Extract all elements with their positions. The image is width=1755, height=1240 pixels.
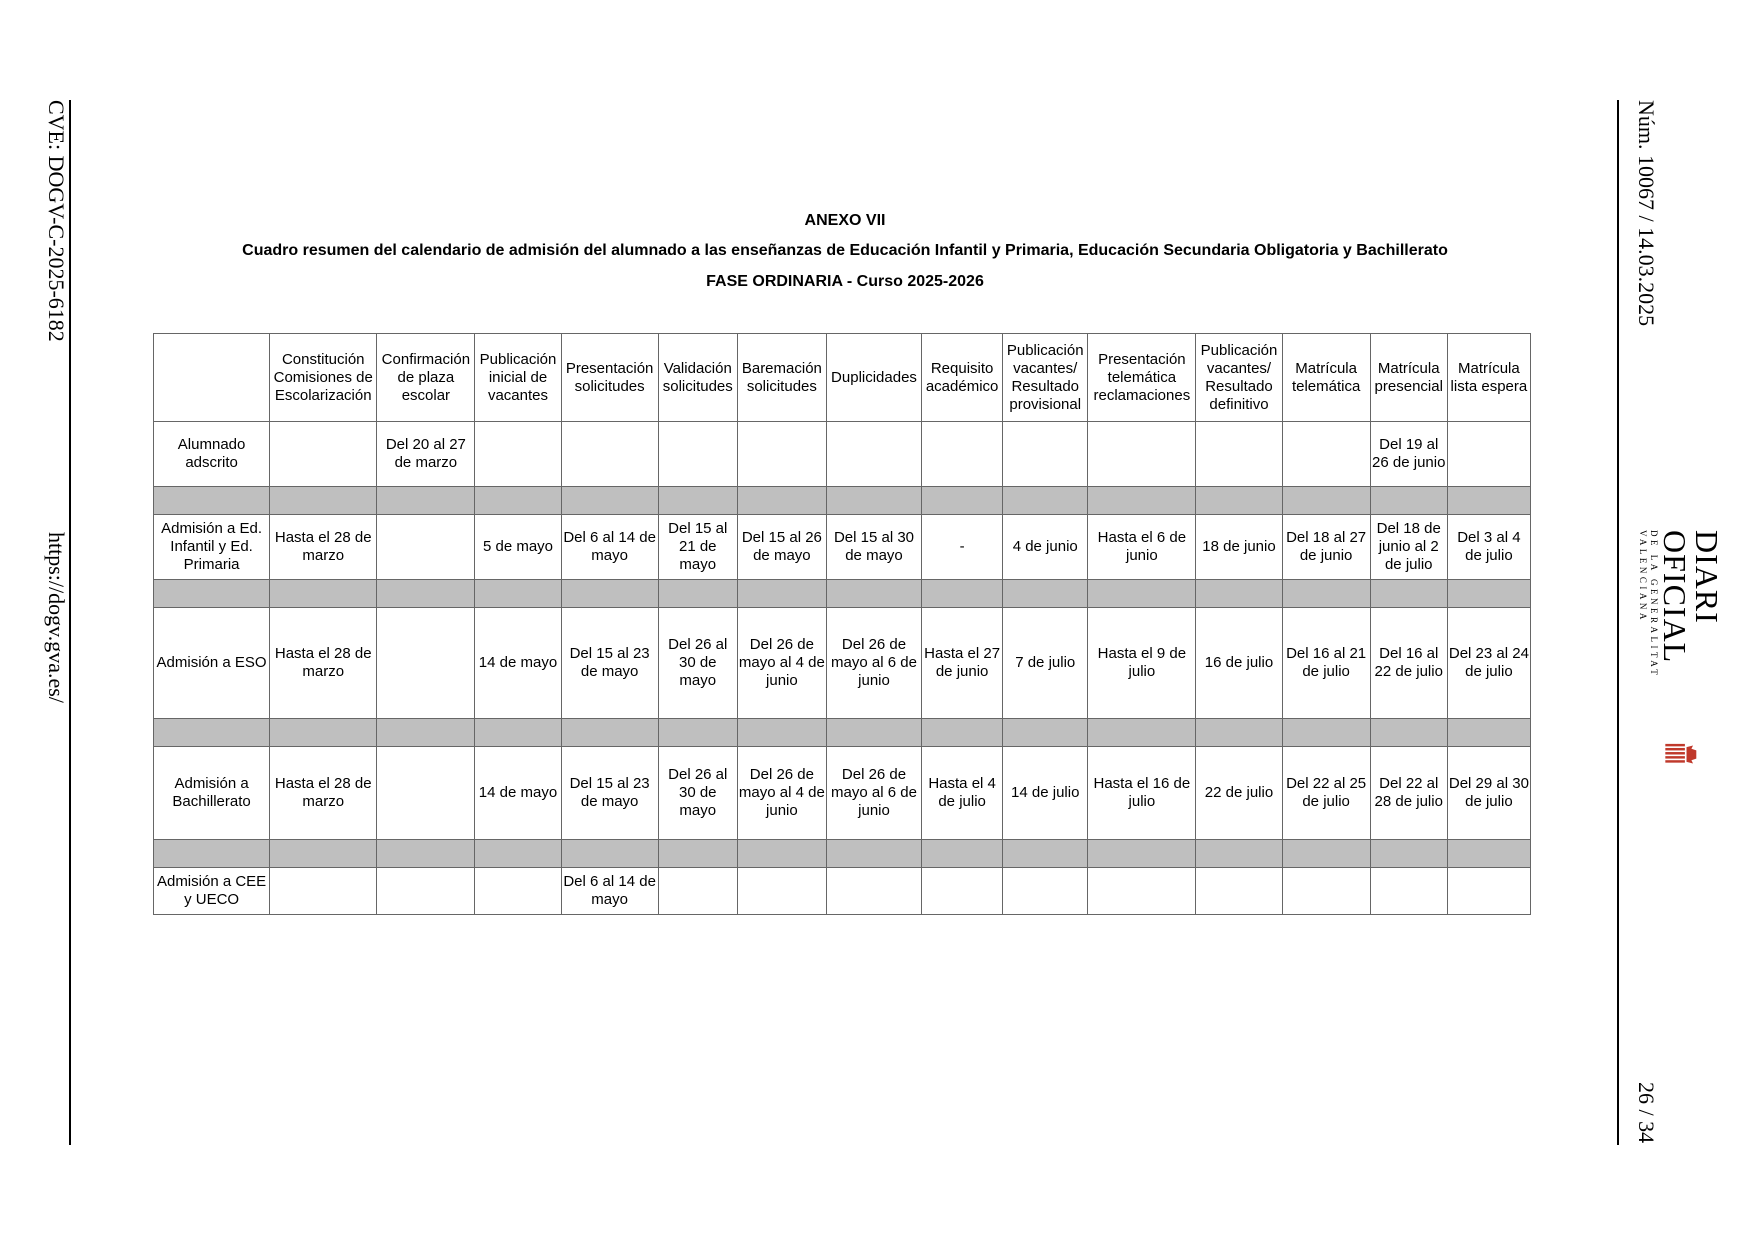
table-cell bbox=[658, 422, 737, 487]
table-cell: Del 16 al 21 de julio bbox=[1282, 608, 1370, 719]
right-margin-rule bbox=[1617, 100, 1619, 1145]
table-cell: Del 19 al 26 de junio bbox=[1370, 422, 1447, 487]
header-cell: Publicación inicial de vacantes bbox=[475, 334, 561, 422]
table-cell bbox=[1196, 868, 1282, 915]
table-cell: Hasta el 27 de junio bbox=[922, 608, 1003, 719]
table-cell: 14 de julio bbox=[1003, 747, 1088, 840]
table-cell: - bbox=[922, 515, 1003, 580]
table-cell bbox=[826, 422, 921, 487]
header-cell: Validación solicitudes bbox=[658, 334, 737, 422]
table-cell bbox=[1282, 422, 1370, 487]
page-number: 26 / 34 bbox=[1634, 1082, 1659, 1144]
header-cell: Matrícula telemática bbox=[1282, 334, 1370, 422]
annex-title: ANEXO VII bbox=[804, 212, 886, 229]
table-cell: Hasta el 28 de marzo bbox=[270, 747, 377, 840]
header-cell: Duplicidades bbox=[826, 334, 921, 422]
row-label: Alumnado adscrito bbox=[154, 422, 270, 487]
table-cell: Hasta el 9 de julio bbox=[1088, 608, 1196, 719]
table-cell: 4 de junio bbox=[1003, 515, 1088, 580]
table-cell bbox=[377, 608, 475, 719]
admission-calendar-table bbox=[153, 333, 1531, 915]
table-cell: Del 6 al 14 de mayo bbox=[561, 515, 658, 580]
logo-subtitle: DE LA GENERALITAT VALENCIANA bbox=[1638, 530, 1659, 679]
table-cell: 22 de julio bbox=[1196, 747, 1282, 840]
table-cell: 14 de mayo bbox=[475, 608, 561, 719]
header-cell: Presentación telemática reclamaciones bbox=[1088, 334, 1196, 422]
header-cell: Constitución Comisiones de Escolarización bbox=[270, 334, 377, 422]
table-cell bbox=[1282, 868, 1370, 915]
table-cell: Del 15 al 23 de mayo bbox=[561, 608, 658, 719]
table-cell: Del 3 al 4 de julio bbox=[1447, 515, 1530, 580]
table-cell: Hasta el 28 de marzo bbox=[270, 608, 377, 719]
table-cell bbox=[1088, 422, 1196, 487]
table-cell bbox=[1447, 422, 1530, 487]
header-row bbox=[154, 334, 1531, 422]
table-row bbox=[154, 422, 1531, 487]
table-cell bbox=[737, 868, 826, 915]
table-row bbox=[154, 868, 1531, 915]
left-margin-rule bbox=[69, 100, 71, 1145]
logo-title: DIARI OFICIAL bbox=[1657, 530, 1725, 664]
table-cell: 14 de mayo bbox=[475, 747, 561, 840]
issue-number: Núm. 10067 / 14.03.2025 bbox=[1634, 100, 1659, 327]
table-cell bbox=[270, 868, 377, 915]
table-cell bbox=[475, 868, 561, 915]
generalitat-crest-icon bbox=[1658, 739, 1702, 770]
table-cell: Del 15 al 21 de mayo bbox=[658, 515, 737, 580]
table-cell: Hasta el 16 de julio bbox=[1088, 747, 1196, 840]
table-cell: Del 22 al 25 de julio bbox=[1282, 747, 1370, 840]
header-cell: Presentación solicitudes bbox=[561, 334, 658, 422]
table-cell: Del 18 al 27 de junio bbox=[1282, 515, 1370, 580]
table-cell: Del 6 al 14 de mayo bbox=[561, 868, 658, 915]
separator-row bbox=[154, 580, 1531, 608]
table-cell: 5 de mayo bbox=[475, 515, 561, 580]
table-cell: Del 26 de mayo al 6 de junio bbox=[826, 747, 921, 840]
separator-row bbox=[154, 487, 1531, 515]
table-cell: 16 de julio bbox=[1196, 608, 1282, 719]
table-cell bbox=[1447, 868, 1530, 915]
document-title: Cuadro resumen del calendario de admisión del alumnado a las enseñanzas de Educación Infantil y Primaria, Educación Secundaria Obligatoria y Bachillerato bbox=[242, 242, 1448, 259]
table-cell bbox=[475, 422, 561, 487]
table-cell: Del 15 al 26 de mayo bbox=[737, 515, 826, 580]
table-cell: Del 26 de mayo al 6 de junio bbox=[826, 608, 921, 719]
table-cell: Del 26 de mayo al 4 de junio bbox=[737, 747, 826, 840]
table-cell: Del 23 al 24 de julio bbox=[1447, 608, 1530, 719]
dogv-link[interactable]: https://dogv.gva.es/ bbox=[44, 532, 69, 703]
header-cell: Baremación solicitudes bbox=[737, 334, 826, 422]
table-cell bbox=[561, 422, 658, 487]
table-cell: Del 26 al 30 de mayo bbox=[658, 608, 737, 719]
table-cell bbox=[922, 422, 1003, 487]
table-cell bbox=[270, 422, 377, 487]
table-cell bbox=[1196, 422, 1282, 487]
table-cell bbox=[377, 515, 475, 580]
header-cell: Publicación vacantes/ Resultado definitivo bbox=[1196, 334, 1282, 422]
table-row bbox=[154, 608, 1531, 719]
row-label: Admisión a Bachillerato bbox=[154, 747, 270, 840]
table-cell bbox=[1003, 868, 1088, 915]
row-label: Admisión a Ed. Infantil y Ed. Primaria bbox=[154, 515, 270, 580]
table-cell: Del 26 de mayo al 4 de junio bbox=[737, 608, 826, 719]
table-cell: Del 18 de junio al 2 de julio bbox=[1370, 515, 1447, 580]
separator-row bbox=[154, 719, 1531, 747]
table-cell: 18 de junio bbox=[1196, 515, 1282, 580]
table-cell: Hasta el 4 de julio bbox=[922, 747, 1003, 840]
row-label: Admisión a ESO bbox=[154, 608, 270, 719]
table-cell bbox=[377, 868, 475, 915]
table-cell bbox=[826, 868, 921, 915]
table-cell: Del 15 al 23 de mayo bbox=[561, 747, 658, 840]
table-cell: Del 26 al 30 de mayo bbox=[658, 747, 737, 840]
table-cell: Del 22 al 28 de julio bbox=[1370, 747, 1447, 840]
phase-title: FASE ORDINARIA - Curso 2025-2026 bbox=[706, 273, 984, 290]
header-cell bbox=[154, 334, 270, 422]
header-cell: Publicación vacantes/ Resultado provisional bbox=[1003, 334, 1088, 422]
table-cell bbox=[658, 868, 737, 915]
table-cell: Hasta el 6 de junio bbox=[1088, 515, 1196, 580]
table-cell bbox=[1088, 868, 1196, 915]
table-cell bbox=[737, 422, 826, 487]
row-label: Admisión a CEE y UECO bbox=[154, 868, 270, 915]
table-cell bbox=[1370, 868, 1447, 915]
table-cell bbox=[1003, 422, 1088, 487]
header-cell: Matrícula lista espera bbox=[1447, 334, 1530, 422]
table-cell bbox=[377, 747, 475, 840]
table-cell: Del 16 al 22 de julio bbox=[1370, 608, 1447, 719]
table-cell: Del 29 al 30 de julio bbox=[1447, 747, 1530, 840]
table-row bbox=[154, 515, 1531, 580]
cve-code: CVE: DOGV-C-2025-6182 bbox=[44, 100, 69, 342]
header-cell: Confirmación de plaza escolar bbox=[377, 334, 475, 422]
header-cell: Requisito académico bbox=[922, 334, 1003, 422]
table-cell bbox=[922, 868, 1003, 915]
table-cell: 7 de julio bbox=[1003, 608, 1088, 719]
table-cell: Del 15 al 30 de mayo bbox=[826, 515, 921, 580]
header-cell: Matrícula presencial bbox=[1370, 334, 1447, 422]
table-cell: Hasta el 28 de marzo bbox=[270, 515, 377, 580]
table-row bbox=[154, 747, 1531, 840]
separator-row bbox=[154, 840, 1531, 868]
table-cell: Del 20 al 27 de marzo bbox=[377, 422, 475, 487]
